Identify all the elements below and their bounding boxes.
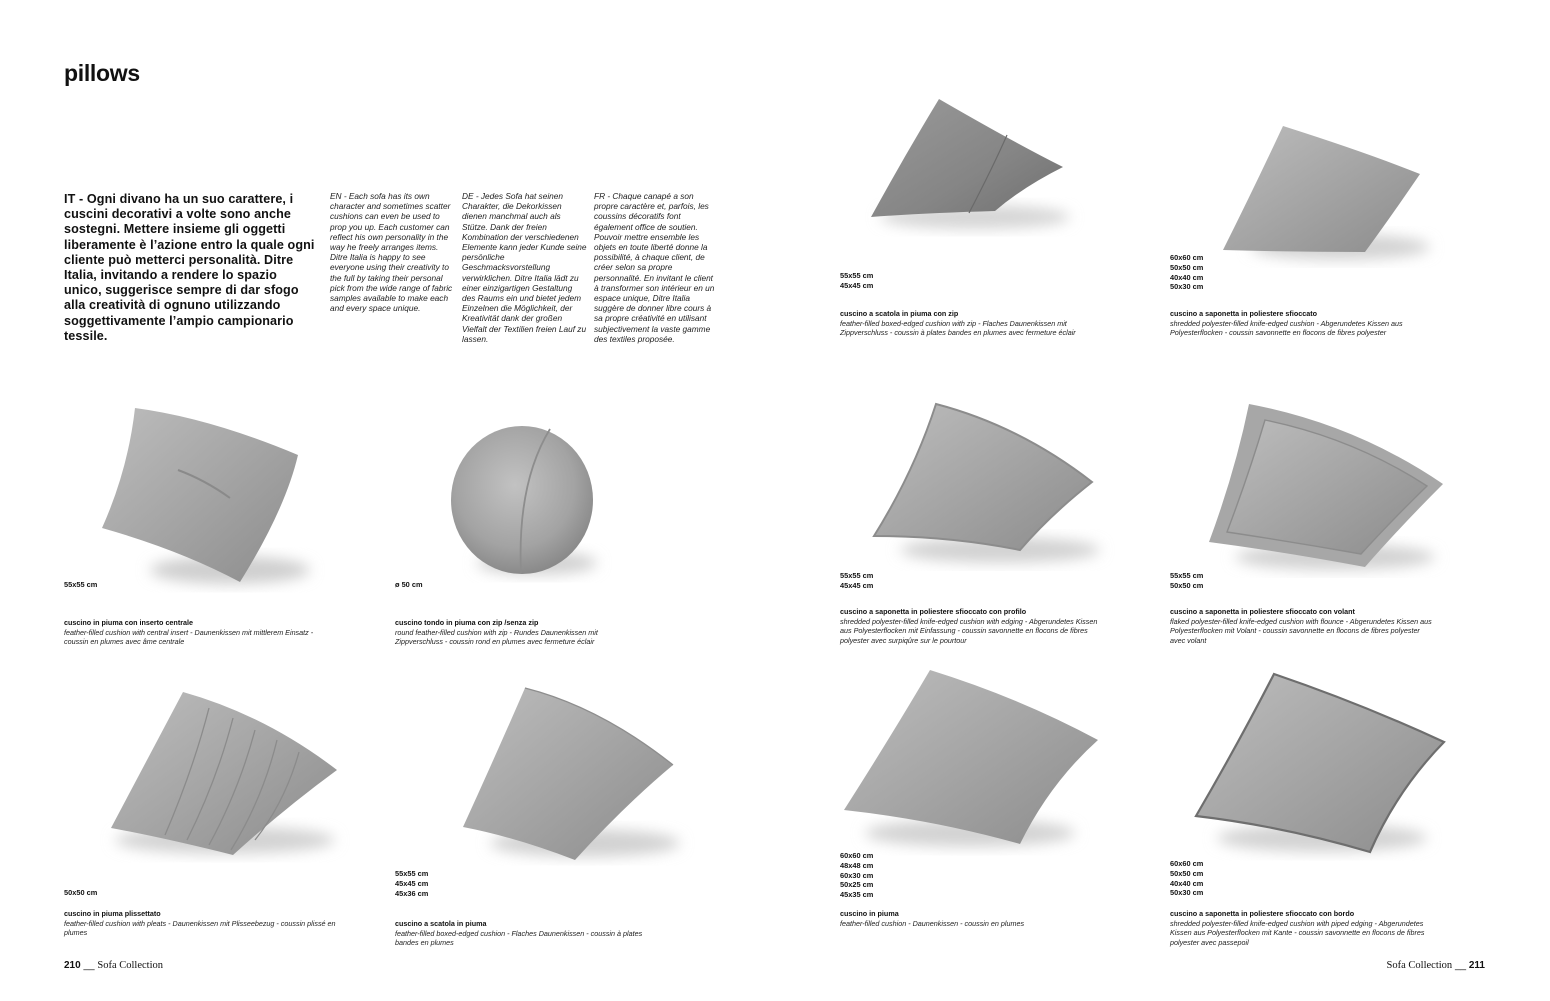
pillow-central-insert-image (90, 400, 320, 590)
product-caption (64, 909, 339, 938)
page-number-left: 210 (64, 960, 81, 971)
intro-german: DE - Jedes Sofa hat seinen Charakter, die Dekorkissen dienen manchmal auch als Stütze. Dank der freien Kombination der verschiedenen Elemente kann jeder Kunde seine persönliche Geschmacksvorstellung verwirklichen. Ditre Italia lädt zu einer einzigartigen Gestaltung des Raums ein und bietet jedem Einzelnen die Möglichkeit, der Kreativität dank der großen Vielfalt der Textilien freien Lauf zu lassen. (462, 191, 587, 344)
page-number-right: 211 (1468, 960, 1485, 971)
product-sizes: 55x55 cm 45x45 cm 45x36 cm (395, 869, 429, 898)
product-name: cuscino in piuma con inserto centrale (64, 618, 194, 627)
product-description: feather-filled cushion - Daunenkissen - coussin en plumes (840, 918, 1025, 928)
product-caption (1170, 909, 1440, 947)
intro-french: FR - Chaque canapé a son propre caractère et, parfois, les coussins décoratifs font également office de soutien. Pouvoir mettre ensemble les objets en toute liberté donne la possibilité, à chaque client, de créer selon sa propre personnalité. En invitant le client à transformer son intérieur en un espace unique, Ditre Italia suggère de donner libre cours à sa propre créativité en utilisant subjectivement la vaste gamme des textiles proposée. (594, 191, 715, 344)
product-name: cuscino a saponetta in poliestere sfioccato con volant (1170, 607, 1355, 616)
pillow-flounce-image (1205, 402, 1450, 582)
product-sizes: 55x55 cm 45x45 cm (840, 271, 874, 290)
product-name: cuscino in piuma plissettato (64, 909, 161, 918)
product-description: feather-filled boxed-edged cushion with zip - Flaches Daunenkissen mit Zippverschluss - coussin à plates bandes en plumes avec fermeture éclair (840, 318, 1076, 338)
folio-label-left: Sofa Collection (97, 960, 163, 971)
intro-italian: IT - Ogni divano ha un suo carattere, i cuscini decorativi a volte sono anche sostegni. Mettere insieme gli oggetti liberamente è l’azione entro la quale ogni cliente può metterci personalità. Ditre Italia, invitando a rendere lo spazio unico, suggerisce sempre di dar sfogo alla creatività di ognuno utilizzando soggettivamente l’ampio campionario tessile. (64, 192, 315, 343)
pillow-boxed-zip-image (865, 95, 1080, 235)
product-description: feather-filled cushion with pleats - Daunenkissen mit Plisseebezug - coussin plissé en plumes (64, 918, 336, 938)
product-sizes: 55x55 cm (64, 580, 98, 589)
product-name: cuscino a scatola in piuma con zip (840, 309, 959, 318)
pillow-round-image (445, 423, 605, 583)
product-sizes: ø 50 cm (395, 580, 423, 589)
product-caption (395, 618, 635, 647)
product-caption (840, 909, 1100, 928)
product-name: cuscino in piuma (840, 909, 899, 918)
product-sizes: 55x55 cm 50x50 cm (1170, 571, 1204, 590)
product-description: shredded polyester-filled knife-edged cushion with edging - Abgerundetes Kissen aus Polyesterflocken mit Einfassung - coussin savonnette en flocons de fibres polyester avec surpiqûre sur le pourtour (840, 616, 1098, 645)
product-sizes: 50x50 cm (64, 888, 98, 897)
pillow-feather-image (840, 668, 1105, 853)
product-description: flaked polyester-filled knife-edged cushion with flounce - Abgerundetes Kissen aus Polyesterflocken mit Volant - coussin savonnette en flocons de fibres polyester avec volant (1170, 616, 1432, 645)
product-caption (840, 309, 1105, 338)
product-name: cuscino a saponetta in poliestere sfioccato con profilo (840, 607, 1027, 616)
folio-right (1387, 960, 1485, 971)
product-sizes: 60x60 cm 50x50 cm 40x40 cm 50x30 cm (1170, 859, 1204, 898)
pillow-edging-image (870, 400, 1105, 575)
product-name: cuscino tondo in piuma con zip /senza zip (395, 618, 539, 627)
folio-left (64, 960, 163, 971)
product-sizes: 55x55 cm 45x45 cm (840, 571, 874, 590)
pillow-pleated-image (105, 690, 345, 860)
folio-separator: __ (83, 960, 95, 971)
product-caption (395, 919, 655, 948)
product-description: shredded polyester-filled knife-edged cushion - Abgerundetes Kissen aus Polyesterflocken - coussin savonnette en flocons de fibres polyester (1170, 318, 1403, 338)
product-sizes: 60x60 cm 50x50 cm 40x40 cm 50x30 cm (1170, 253, 1204, 292)
intro-english: EN - Each sofa has its own character and sometimes scatter cushions can even be used to prop you up. Each customer can reflect his own personality in the way he freely arranges items. Ditre Italia is happy to see everyone using their creativity to the full by taking their personal pick from the wide range of fabric samples available to make each and every space unique. (330, 191, 453, 314)
pillow-boxed-image (455, 685, 685, 865)
page-title: pillows (64, 60, 140, 86)
product-description: round feather-filled cushion with zip - Rundes Daunenkissen mit Zippverschluss - coussin rond en plumes avec fermeture éclair (395, 627, 598, 647)
product-name: cuscino a scatola in piuma (395, 919, 487, 928)
pillow-piped-edging-image (1192, 670, 1452, 860)
folio-separator: __ (1454, 960, 1467, 971)
product-sizes: 60x60 cm 48x48 cm 60x30 cm 50x25 cm 45x35 cm (840, 851, 874, 900)
product-description: feather-filled boxed-edged cushion - Flaches Daunenkissen - coussin à plates bandes en plumes (395, 928, 643, 948)
product-name: cuscino a saponetta in poliestere sfioccato (1170, 309, 1317, 318)
product-caption (1170, 607, 1435, 645)
product-caption (1170, 309, 1440, 338)
folio-label-right: Sofa Collection (1386, 960, 1453, 971)
product-name: cuscino a saponetta in poliestere sfioccato con bordo (1170, 909, 1355, 918)
product-caption (64, 618, 339, 647)
product-description: shredded polyester-filled knife-edged cushion with piped edging - Abgerundetes Kissen aus Polyesterflocken mit Kante - coussin savonnette en flocons de fibres polyester avec passepoil (1170, 918, 1425, 947)
product-caption (840, 607, 1110, 645)
product-description: feather-filled cushion with central insert - Daunenkissen mit mittlerem Einsatz - coussin en plumes avec âme centrale (64, 627, 314, 647)
pillow-knife-edged-image (1215, 122, 1435, 267)
